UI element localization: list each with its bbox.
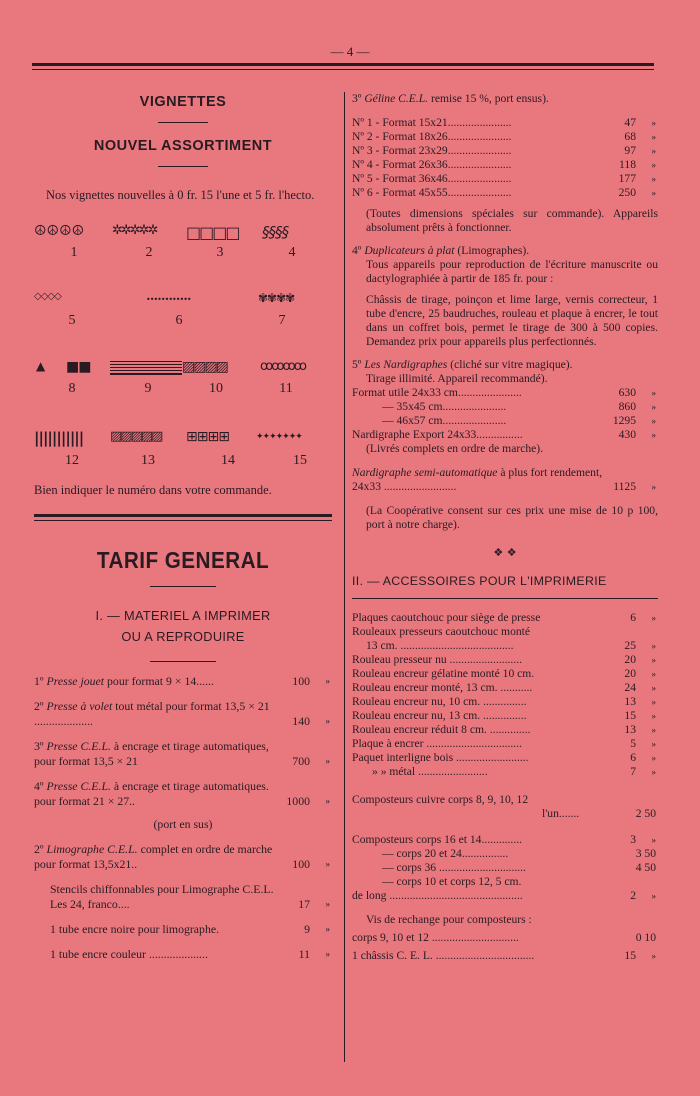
format-row: Nº 4 - Format 26x36...................... 118 » <box>352 158 656 171</box>
accessory-row: Rouleau encreur nu, 13 cm. ............... 15 » <box>352 709 656 722</box>
nardigraphes-note: (Livrés complets en ordre de marche). <box>366 442 544 455</box>
materiel-item: 4º Presse C.E.L. à encrage et tirage automatiques. pour format 21 × 27.. 1000 » <box>34 779 330 808</box>
accessory-row: Rouleau encreur réduit 8 cm. .............. 13 » <box>352 723 656 736</box>
materiel-item: 1 tube encre couleur .................... 11 » <box>50 947 330 961</box>
header-rule-thin <box>32 69 654 70</box>
vignette-5-glyph: ◇◇◇◇ <box>34 291 61 302</box>
header-rule <box>32 63 654 66</box>
nard-row: — 35x45 cm...................... 860 » <box>382 400 656 413</box>
composteur-row: de long .............................................. 2 » <box>352 889 656 902</box>
duplicateurs-heading: 4º Duplicateurs à plat (Limographes). <box>352 244 530 257</box>
nard-row: Format utile 24x33 cm...................... 630 » <box>352 386 656 399</box>
vignette-3-glyph: □□□□ <box>186 223 239 242</box>
vignette-11-glyph: ꝏꝏꝏꝏ <box>260 359 305 374</box>
accessory-row: Plaques caoutchouc pour siège de presse 6 » <box>352 611 656 624</box>
materiel-item: 1º Presse jouet pour format 9 × 14...... 100 » <box>34 674 330 688</box>
vignettes-subtitle: NOUVEL ASSORTIMENT <box>93 138 273 154</box>
vignette-number: 15 <box>293 453 307 468</box>
vignette-6-glyph: •••••••••••• <box>146 295 191 304</box>
tarif-title: TARIF GENERAL <box>96 547 270 573</box>
section-1-rule <box>150 661 216 662</box>
vignette-8-glyph: ▲ <box>36 359 46 373</box>
vignette-4-glyph: §§§§ <box>262 223 288 241</box>
cooperative-note: (La Coopérative consent sur ces prix une mise de 10 p 100, port à notre charge). <box>366 504 658 531</box>
section-1-title-line2: OU A REPRODUIRE <box>121 629 245 644</box>
vignette-numbers-row-3 <box>34 381 332 403</box>
vignette-number: 6 <box>175 313 183 328</box>
accessory-row: Rouleau encreur nu, 10 cm. ............... 13 » <box>352 695 656 708</box>
vignette-row-4 <box>34 429 332 451</box>
accessory-row: » » métal ........................ 7 » <box>372 765 656 778</box>
vignette-12-glyph: ||||||||||| <box>34 429 84 447</box>
vignette-number: 11 <box>279 381 293 396</box>
accessory-row: Rouleau presseur nu ......................... 20 » <box>352 653 656 666</box>
nardigraphes-list <box>352 386 658 442</box>
vignette-number: 2 <box>145 245 153 260</box>
materiel-item: 3º Presse C.E.L. à encrage et tirage automatiques, pour format 13,5 × 21 700 » <box>34 739 330 768</box>
semi-auto-item: Nardigraphe semi-automatique à plus fort rendement, 24x33 ......................... 1125 » <box>352 466 656 493</box>
subtitle-rule <box>158 166 208 167</box>
vignette-2-glyph: ✲✲✲✲✲ <box>112 223 157 238</box>
vignette-number: 5 <box>68 313 76 328</box>
vignette-number: 13 <box>141 453 155 468</box>
vignette-7-glyph: ✾✾✾✾ <box>258 291 295 305</box>
vignette-numbers-row-4 <box>34 453 332 475</box>
nard-row: Nardigraphe Export 24x33................ 430 » <box>352 428 656 441</box>
vignette-number: 10 <box>209 381 223 396</box>
format-row: Nº 5 - Format 36x46...................... 177 » <box>352 172 656 185</box>
materiel-item: 1 tube encre noire pour limographe. 9 » <box>50 922 330 936</box>
ornament: ❖ ❖ <box>493 546 517 559</box>
geline-heading: 3º Géline C.E.L. remise 15 %, port ensus). <box>352 92 549 105</box>
accessory-row: Paquet interligne bois ......................... 6 » <box>352 751 656 764</box>
composteur-row: — corps 20 et 24................ 3 50 <box>382 847 656 860</box>
composteur-row: — corps 36 .............................. 4 50 <box>382 861 656 874</box>
accessory-row: Plaque à encrer ................................. 5 » <box>352 737 656 750</box>
materiel-item: Stencils chiffonnables pour Limographe C.E.L. Les 24, franco.... 17 » <box>50 882 330 911</box>
accessory-row: Rouleau encreur monté, 13 cm. ........... 24 » <box>352 681 656 694</box>
vignette-number: 12 <box>65 453 79 468</box>
composteur-row: Composteurs corps 16 et 14.............. 3 » <box>352 833 656 846</box>
accessory-row: Rouleaux presseurs caoutchouc monté <box>352 625 531 638</box>
duplicateurs-text-1: Tous appareils pour reproduction de l'écriture manuscrite ou dactylographiée à partir de 185 fr. pour : <box>366 258 658 285</box>
right-column <box>352 92 658 963</box>
chassis-row: 1 châssis C. E. L. .................................. 15 » <box>352 949 656 962</box>
accessory-row: 13 cm. ....................................... 25 » <box>366 639 656 652</box>
nardigraphes-heading: 5º Les Nardigraphes (cliché sur vitre magique). <box>352 358 573 371</box>
section-double-rule <box>34 514 332 521</box>
accessoires-list <box>352 611 658 779</box>
materiel-list <box>34 674 332 962</box>
vignette-number: 3 <box>216 245 224 260</box>
vignette-number: 9 <box>144 381 152 396</box>
vignettes-title: VIGNETTES <box>139 94 227 110</box>
vignette-row-3 <box>34 359 332 381</box>
vignette-numbers-row-2 <box>34 313 332 335</box>
duplicateurs-text-2: Châssis de tirage, poinçon et lime large, vernis correcteur, 1 tube d'encre, 25 baudruches, rouleau et plaque à encrer, le tout dans un coffret bois, permet le tirage de 300 à 500 copies. Demandez prix pour appareils plus perfectionnés. <box>366 293 658 348</box>
vignette-number: 1 <box>70 245 78 260</box>
title-rule <box>158 122 208 123</box>
vignette-15-glyph: ✦✦✦✦✦✦✦ <box>256 432 302 442</box>
vignette-number: 4 <box>288 245 296 260</box>
page-number: — 4 — <box>330 44 370 59</box>
materiel-item: 2º Limographe C.E.L. complet en ordre de marche pour format 13,5x21.. 100 » <box>34 842 330 871</box>
format-row: Nº 2 - Format 18x26...................... 68 » <box>352 130 656 143</box>
section-2-title: II. — ACCESSOIRES POUR L'IMPRIMERIE <box>352 574 607 588</box>
vignettes-note: Bien indiquer le numéro dans votre commande. <box>34 483 272 497</box>
composteurs-list <box>352 833 658 903</box>
nard-row: — 46x57 cm...................... 1295 » <box>382 414 656 427</box>
vignettes-intro: Nos vignettes nouvelles à 0 fr. 15 l'une et 5 fr. l'hecto. <box>46 188 315 202</box>
vignette-10-lines <box>110 361 182 375</box>
vignette-number: 8 <box>68 381 76 396</box>
materiel-item: 2º Presse à volet tout métal pour format 13,5 × 21 .................... 140 » <box>34 699 330 728</box>
left-column <box>34 92 332 962</box>
vignette-row-2 <box>34 291 332 313</box>
section-1-title-line1: I. — MATERIEL A IMPRIMER <box>95 608 271 623</box>
format-row: Nº 6 - Format 45x55...................... 250 » <box>352 186 656 199</box>
vignette-row-1 <box>34 223 332 245</box>
vignette-number: 7 <box>278 313 286 328</box>
vignette-10-glyph: ▨▨▨▨ <box>182 359 227 375</box>
column-divider <box>344 92 345 1062</box>
format-row: Nº 1 - Format 15x21...................... 47 » <box>352 116 656 129</box>
geline-formats <box>352 116 658 200</box>
accessory-row: Rouleau encreur gélatine monté 10 cm. 20 » <box>352 667 656 680</box>
vignette-14-glyph: ⊞⊞⊞⊞ <box>186 429 229 445</box>
vignette-number: 14 <box>221 453 235 468</box>
vignette-1-glyph: ☮☮☮☮ <box>34 223 85 239</box>
nardigraphes-text: Tirage illimité. Appareil recommandé). <box>366 372 548 385</box>
composteur-row: — corps 10 et corps 12, 5 cm. <box>382 875 522 888</box>
section-2-rule <box>352 598 658 599</box>
vignette-9-glyph: ■■ <box>66 359 91 375</box>
composteurs-cuivre: Composteurs cuivre corps 8, 9, 10, 12 l'un....... 2 50 <box>352 793 656 820</box>
format-row: Nº 3 - Format 23x29...................... 97 » <box>352 144 656 157</box>
tarif-rule <box>150 586 216 587</box>
vignette-numbers-row-1 <box>34 245 332 267</box>
port-en-sus: (port en sus) <box>153 817 213 831</box>
vignette-13-glyph: ▨▨▨▨▨ <box>110 429 162 444</box>
geline-note: (Toutes dimensions spéciales sur commande). Appareils absolument prêts à fonctionner. <box>366 207 658 234</box>
vis-rechange: Vis de rechange pour composteurs : corps 9, 10 et 12 .............................. 0 10 <box>352 913 656 944</box>
